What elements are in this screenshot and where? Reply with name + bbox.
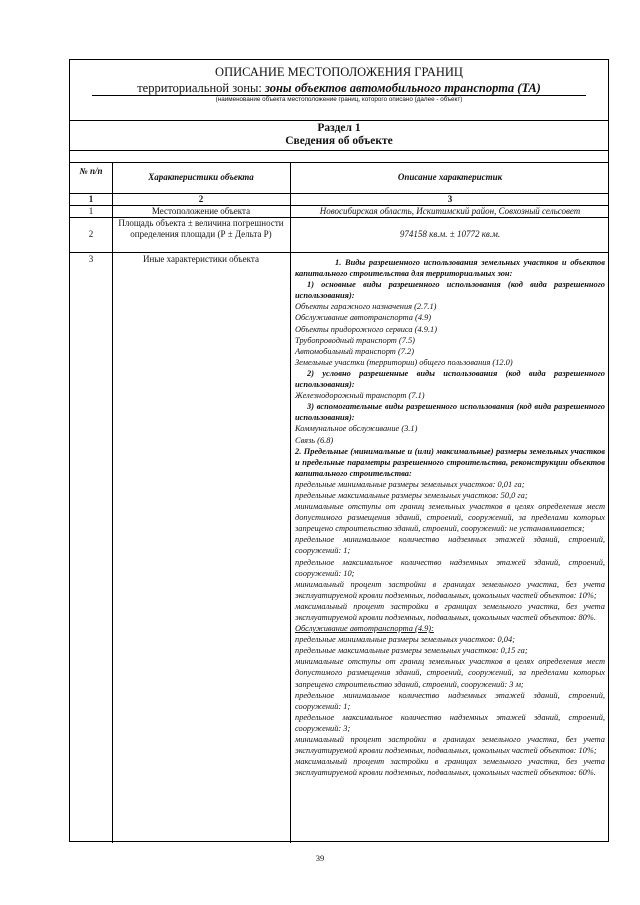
- row-num: 1: [88, 206, 94, 216]
- main-uses-heading: 1) основные виды разрешенного использования (код вида разрешенного использования):: [295, 280, 605, 301]
- row-characteristic: Иные характеристики объекта: [143, 254, 259, 264]
- divider: [70, 162, 608, 163]
- other-characteristics: [295, 257, 605, 778]
- list-item: максимальный процент застройки в границах земельного участка, без учета эксплуатируемой кровли подземных, подвальных, цокольных частей объектов: 60%.: [295, 757, 605, 778]
- header-num: № п/п: [79, 166, 103, 176]
- list-item: Объекты придорожного сервиса (4.9.1): [295, 324, 438, 334]
- list-item: Обслуживание автотранспорта (4.9): [295, 313, 432, 323]
- document-title: ОПИСАНИЕ МЕСТОПОЛОЖЕНИЯ ГРАНИЦ: [215, 65, 463, 79]
- list-item: минимальный процент застройки в границах земельного участка, без учета эксплуатируемой кровли подземных, подвальных, цокольных частей объектов: 10%;: [295, 579, 605, 600]
- list-item: предельные минимальные размеры земельных участков: 0,04;: [295, 635, 515, 645]
- list-item: Связь (6.8): [295, 435, 334, 445]
- list-item: предельное максимальное количество надземных этажей зданий, строений, сооружений: 3;: [295, 712, 605, 733]
- zone-prefix: территориальной зоны:: [137, 81, 262, 95]
- divider: [70, 150, 608, 151]
- row-num: 2: [88, 229, 94, 239]
- list-item: Земельные участки (территории) общего пользования (12.0): [295, 357, 513, 367]
- document-frame: [69, 59, 609, 842]
- row-value: 974158 кв.м. ± 10772 кв.м.: [399, 229, 501, 239]
- list-item: минимальные отступы от границ земельных участков в целях определения мест допустимого размещения зданий, строений, сооружений, за пределами которых запрещено строительство зданий, строений, сооружений: не устанавливается;: [295, 502, 605, 534]
- list-item: предельное максимальное количество надземных этажей зданий, строений, сооружений: 10;: [295, 557, 605, 578]
- list-item: минимальные отступы от границ земельных участков в целях определения мест допустимого размещения зданий, строений, сооружений, за пределами которых запрещено строительство зданий, строений, сооружений: 3 м;: [295, 657, 605, 689]
- list-item: Автомобильный транспорт (7.2): [295, 346, 414, 356]
- col-number: 3: [447, 194, 453, 204]
- col-number: 1: [88, 194, 94, 204]
- page-number: 39: [315, 853, 325, 863]
- divider: [70, 252, 608, 253]
- list-item: предельные минимальные размеры земельных участков: 0,01 га;: [295, 479, 525, 489]
- zone-name: зоны объектов автомобильного транспорта (ТА): [265, 81, 541, 95]
- row-characteristic: Местоположение объекта: [151, 206, 251, 216]
- row-num: 3: [88, 254, 94, 264]
- zone-line: [70, 81, 608, 96]
- col-number: 2: [198, 194, 204, 204]
- list-item: предельные максимальные размеры земельных участков: 0,15 га;: [295, 646, 528, 656]
- conditional-uses-heading: 2) условно разрешенные виды использования (код вида разрешенного использования):: [295, 368, 605, 390]
- list-item: Трубопроводный транспорт (7.5): [295, 335, 415, 345]
- header-description: Описание характеристик: [397, 172, 503, 182]
- header-characteristics: Характеристики объекта: [148, 172, 254, 182]
- header-caption: (наименование объекта местоположение границ, которого описано (далее - объект): [215, 96, 463, 103]
- list-item: максимальный процент застройки в границах земельного участка, без учета эксплуатируемой кровли подземных, подвальных, цокольных частей объектов: 80%.: [295, 601, 605, 622]
- auxiliary-uses-heading: 3) вспомогательные виды разрешенного использования (код вида разрешенного использования):: [295, 402, 605, 423]
- document-header: [70, 60, 608, 120]
- column-divider: [290, 162, 291, 843]
- section-title: Раздел 1: [317, 122, 361, 134]
- list-item: Коммунальное обслуживание (3.1): [295, 424, 418, 434]
- list-item: предельное минимальное количество надземных этажей зданий, строений, сооружений: 1;: [295, 535, 605, 556]
- auto-service-heading: Обслуживание автотранспорта (4.9):: [295, 624, 434, 634]
- section-subtitle: Сведения об объекте: [285, 135, 393, 147]
- limits-heading: 2. Предельные (минимальные и (или) максимальные) размеры земельных участков и предельные параметры разрешенного строительства, реконструкции объектов капитального строительства:: [295, 446, 605, 478]
- uses-heading: 1. Виды разрешенного использования земельных участков и объектов капитального строительства для территориальных зон:: [295, 258, 605, 279]
- list-item: предельные максимальные размеры земельных участков: 50,0 га;: [295, 490, 528, 500]
- list-item: Железнодорожный транспорт (7.1): [295, 391, 425, 401]
- list-item: Объекты гаражного назначения (2.7.1): [295, 302, 437, 312]
- divider: [70, 120, 608, 121]
- row-characteristic: Площадь объекта ± величина погрешности определения площади (Р ± Дельта Р): [118, 218, 284, 239]
- list-item: предельное минимальное количество надземных этажей зданий, строений, сооружений: 1;: [295, 690, 605, 711]
- list-item: минимальный процент застройки в границах земельного участка, без учета эксплуатируемой кровли подземных, подвальных, цокольных частей объектов: 10%;: [295, 735, 605, 756]
- row-value: Новосибирская область, Искитимский район, Совхозный сельсовет: [319, 206, 581, 216]
